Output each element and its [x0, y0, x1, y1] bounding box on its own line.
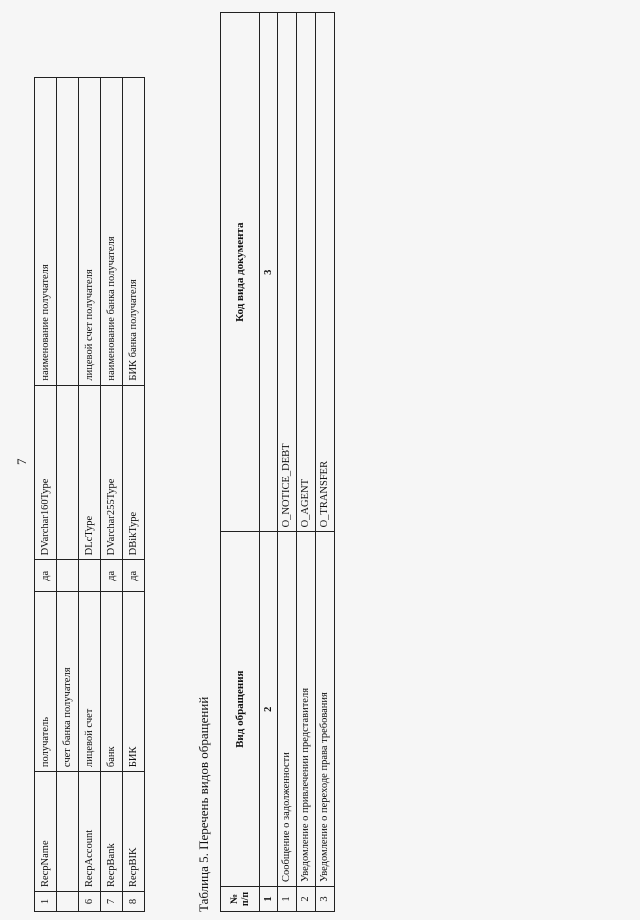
request-kind: Уведомление о переходе права требования: [316, 532, 335, 887]
row-number: [57, 892, 79, 912]
row-number: 3: [316, 887, 335, 912]
required-flag: да: [35, 560, 57, 592]
field-type: DVarchar160Type: [35, 385, 57, 560]
header-number: № п/п: [221, 887, 260, 912]
row-number: 2: [297, 887, 316, 912]
field-comment: наименование банка получателя: [101, 78, 123, 386]
fields-table: [34, 77, 145, 912]
field-description: БИК: [123, 592, 145, 772]
table-row: [35, 78, 57, 912]
field-comment: БИК банка получателя: [123, 78, 145, 386]
header-kind: Вид обращения: [221, 532, 260, 887]
field-description: лицевой счет: [79, 592, 101, 772]
field-type: [57, 385, 79, 560]
field-name: RecpBIK: [123, 772, 145, 892]
request-types-table: [220, 12, 335, 912]
field-name: RecpName: [35, 772, 57, 892]
row-number: 7: [101, 892, 123, 912]
field-comment: [57, 78, 79, 386]
field-comment: лицевой счет получателя: [79, 78, 101, 386]
field-name: [57, 772, 79, 892]
field-type: DVarchar255Type: [101, 385, 123, 560]
table-row: [79, 78, 101, 912]
field-type: DBikType: [123, 385, 145, 560]
page-number: 7: [14, 458, 29, 465]
table-caption: Таблица 5. Перечень видов обращений: [196, 696, 211, 912]
table-row: [57, 78, 79, 912]
table-row: [123, 78, 145, 912]
header-row: [221, 13, 260, 912]
row-number: 6: [79, 892, 101, 912]
required-flag: [57, 560, 79, 592]
row-number: 1: [278, 887, 297, 912]
required-flag: да: [101, 560, 123, 592]
required-flag: [79, 560, 101, 592]
table-row: [316, 13, 335, 912]
row-number: 1: [35, 892, 57, 912]
table-row: [297, 13, 316, 912]
field-description: счет банка получателя: [57, 592, 79, 772]
table-row: [278, 13, 297, 912]
field-comment: наименование получателя: [35, 78, 57, 386]
document-code: O_TRANSFER: [316, 13, 335, 532]
column-index: 2: [260, 532, 278, 887]
field-description: банк: [101, 592, 123, 772]
request-kind: Уведомление о привлечении представителя: [297, 532, 316, 887]
field-type: DLcType: [79, 385, 101, 560]
document-code: O_NOTICE_DEBT: [278, 13, 297, 532]
header-code: Код вида документа: [221, 13, 260, 532]
document-code: O_AGENT: [297, 13, 316, 532]
field-name: RecpBank: [101, 772, 123, 892]
row-number: 8: [123, 892, 145, 912]
field-name: RecpAccount: [79, 772, 101, 892]
column-index: 1: [260, 887, 278, 912]
table-row: [101, 78, 123, 912]
field-description: получатель: [35, 592, 57, 772]
column-index-row: [260, 13, 278, 912]
request-kind: Сообщение о задолженности: [278, 532, 297, 887]
required-flag: да: [123, 560, 145, 592]
column-index: 3: [260, 13, 278, 532]
